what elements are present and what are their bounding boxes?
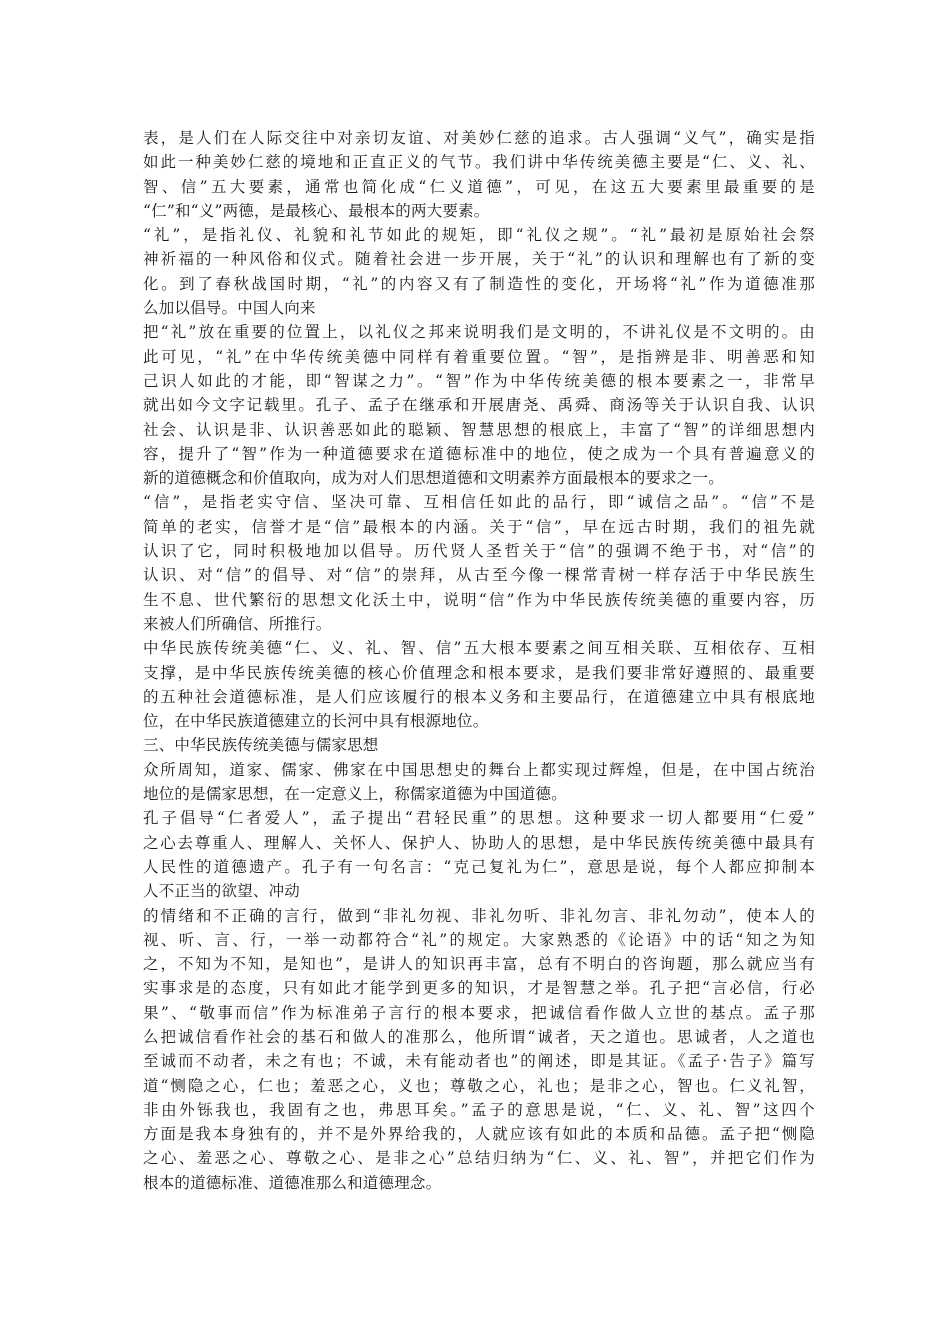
text-line: 之心、羞恶之心、尊敬之心、是非之心”总结归纳为“仁、义、礼、智”，并把它们作为 bbox=[143, 1149, 815, 1168]
text-line: 认识了它，同时积极地加以倡导。历代贤人圣哲关于“信”的强调不绝于书，对“信”的 bbox=[143, 542, 815, 561]
text-line: 社会、认识是非、认识善恶如此的聪颖、智慧思想的根底上，丰富了“智”的详细思想内 bbox=[143, 420, 815, 439]
text-line: 么把诚信看作社会的基石和做人的准那么，他所谓“诚者，天之道也。思诚者，人之道也 bbox=[143, 1027, 815, 1046]
text-line: 道“恻隐之心，仁也；羞恶之心，义也；尊敬之心，礼也；是非之心，智也。仁义礼智， bbox=[143, 1076, 815, 1095]
text-line: 人不正当的欲望、冲动 bbox=[143, 882, 301, 901]
text-line: 实事求是的态度，只有如此才能学到更多的知识，才是智慧之举。孔子把“言必信，行必 bbox=[143, 979, 815, 998]
text-line: 支撑，是中华民族传统美德的核心价值理念和根本要求，是我们要非常好遵照的、最重要 bbox=[143, 663, 815, 682]
text-line: 三、中华民族传统美德与儒家思想 bbox=[143, 736, 379, 755]
text-line: 人民性的道德遗产。孔子有一句名言：“克己复礼为仁”，意思是说，每个人都应抑制本 bbox=[143, 857, 815, 876]
text-line: 么加以倡导。中国人向来 bbox=[143, 299, 316, 318]
text-line: 生不息、世代繁衍的思想文化沃土中，说明“信”作为中华民族传统美德的重要内容，历 bbox=[143, 590, 815, 609]
text-line: 众所周知，道家、儒家、佛家在中国思想史的舞台上都实现过辉煌，但是，在中国占统治 bbox=[143, 760, 815, 779]
text-line: 容，提升了“智”作为一种道德要求在道德标准中的地位，使之成为一个具有普遍意义的 bbox=[143, 444, 815, 463]
text-line: 根本的道德标准、道德准那么和道德理念。 bbox=[143, 1173, 442, 1192]
text-line: 来被人们所确信、所推行。 bbox=[143, 614, 332, 633]
text-line: 就出如今文字记载里。孔子、孟子在继承和开展唐尧、禹舜、商汤等关于认识自我、认识 bbox=[143, 396, 815, 415]
text-line: 新的道德概念和价值取向，成为对人们思想道德和文明素养方面最根本的要求之一。 bbox=[143, 469, 724, 488]
text-line: 此可见，“礼”在中华传统美德中同样有着重要位置。“智”，是指辨是非、明善恶和知 bbox=[143, 347, 815, 366]
text-line: 的情绪和不正确的言行，做到“非礼勿视、非礼勿听、非礼勿言、非礼勿动”，使本人的 bbox=[143, 906, 815, 925]
text-line: 地位的是儒家思想，在一定意义上，称儒家道德为中国道德。 bbox=[143, 785, 567, 804]
text-line: 己识人如此的才能，即“智谋之力”。“智”作为中华传统美德的根本要素之一，非常早 bbox=[143, 371, 815, 390]
document-body-text bbox=[143, 126, 815, 1195]
text-line: 如此一种美妙仁慈的境地和正直正义的气节。我们讲中华传统美德主要是“仁、义、礼、 bbox=[143, 153, 815, 172]
text-line: 简单的老实，信誉才是“信”最根本的内涵。关于“信”，早在远古时期，我们的祖先就 bbox=[143, 517, 815, 536]
text-line: 位，在中华民族道德建立的长河中具有根源地位。 bbox=[143, 712, 489, 731]
text-line: 非由外铄我也，我固有之也，弗思耳矣。”孟子的意思是说，“仁、义、礼、智”这四个 bbox=[143, 1100, 815, 1119]
text-line: 中华民族传统美德“仁、义、礼、智、信”五大根本要素之间互相关联、互相依存、互相 bbox=[143, 639, 815, 658]
text-line: 果”、“敬事而信”作为标准弟子言行的根本要求，把诚信看作做人立世的基点。孟子那 bbox=[143, 1003, 815, 1022]
text-line: 把“礼”放在重要的位置上，以礼仪之邦来说明我们是文明的，不讲礼仪是不文明的。由 bbox=[143, 323, 815, 342]
text-line: 化。到了春秋战国时期，“礼”的内容又有了制造性的变化，开场将“礼”作为道德准那 bbox=[143, 274, 815, 293]
text-line: 智、信”五大要素，通常也简化成“仁义道德”，可见，在这五大要素里最重要的是 bbox=[143, 177, 815, 196]
text-line: 的五种社会道德标准，是人们应该履行的根本义务和主要品行，在道德建立中具有根底地 bbox=[143, 687, 815, 706]
text-line: 之心去尊重人、理解人、关怀人、保护人、协助人的思想，是中华民族传统美德中最具有 bbox=[143, 833, 815, 852]
text-line: 表，是人们在人际交往中对亲切友谊、对美妙仁慈的追求。古人强调“义气”，确实是指 bbox=[143, 129, 815, 147]
text-line: “信”，是指老实守信、坚决可靠、互相信任如此的品行，即“诚信之品”。“信”不是 bbox=[143, 493, 815, 512]
text-line: 视、听、言、行，一举一动都符合“礼”的规定。大家熟悉的《论语》中的话“知之为知 bbox=[143, 930, 815, 949]
text-line: 至诚而不动者，未之有也；不诚，未有能动者也”的阐述，即是其证。《孟子·告子》篇写 bbox=[143, 1052, 815, 1071]
text-line: 孔子倡导“仁者爱人”，孟子提出“君轻民重”的思想。这种要求一切人都要用“仁爱” bbox=[143, 809, 815, 828]
text-line: 认识、对“信”的倡导、对“信”的崇拜，从古至今像一棵常青树一样存活于中华民族生 bbox=[143, 566, 815, 585]
text-line: “礼”，是指礼仪、礼貌和礼节如此的规矩，即“礼仪之规”。“礼”最初是原始社会祭 bbox=[143, 226, 815, 245]
text-line: 之，不知为不知，是知也”，是讲人的知识再丰富，总有不明白的咨询题，那么就应当有 bbox=[143, 955, 815, 974]
text-line: 神祈福的一种风俗和仪式。随着社会进一步开展，关于“礼”的认识和理解也有了新的变 bbox=[143, 250, 815, 269]
text-line: 方面是我本身独有的，并不是外界给我的，人就应该有如此的本质和品德。孟子把“恻隐 bbox=[143, 1125, 815, 1144]
text-line: “仁”和“义”两德，是最核心、最根本的两大要素。 bbox=[143, 201, 490, 220]
